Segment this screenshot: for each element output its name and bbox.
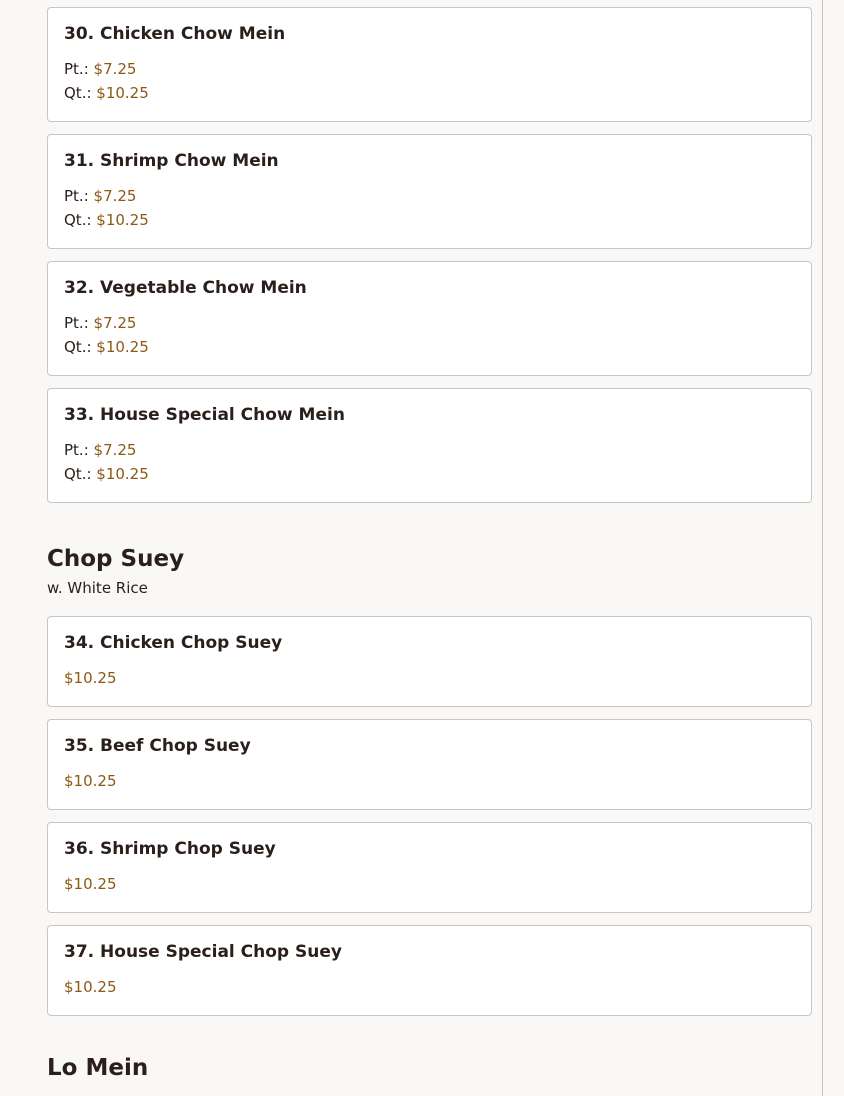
section-heading: Lo Mein [47,1055,149,1081]
menu-item-card[interactable] [47,7,812,122]
quart-price-line [64,81,795,105]
quart-label: Qt.: [64,84,97,102]
pint-price: $7.25 [93,60,137,78]
item-title: 37. House Special Chop Suey [64,942,342,962]
pint-price-line [64,438,795,462]
menu-page [47,7,812,1083]
menu-item-card[interactable] [47,822,812,913]
item-title: 31. Shrimp Chow Mein [64,151,279,171]
menu-item-card[interactable] [47,134,812,249]
section-chop-suey [47,544,812,598]
quart-label: Qt.: [64,211,97,229]
item-price: $10.25 [64,875,117,893]
quart-label: Qt.: [64,465,97,483]
pint-price-line [64,184,795,208]
pint-price: $7.25 [93,314,137,332]
item-price: $10.25 [64,669,117,687]
item-title: 33. House Special Chow Mein [64,405,345,425]
quart-label: Qt.: [64,338,97,356]
pint-price-line [64,57,795,81]
item-price: $10.25 [64,772,117,790]
pint-price: $7.25 [93,187,137,205]
menu-item-card[interactable] [47,388,812,503]
item-title: 32. Vegetable Chow Mein [64,278,307,298]
item-title: 36. Shrimp Chop Suey [64,839,276,859]
item-title: 35. Beef Chop Suey [64,736,251,756]
item-title: 30. Chicken Chow Mein [64,24,286,44]
page-edge-divider [822,0,823,1096]
item-price: $10.25 [64,978,117,996]
quart-price: $10.25 [96,465,149,483]
section-note: w. White Rice [47,579,148,597]
quart-price-line [64,462,795,486]
section-heading: Chop Suey [47,546,185,572]
quart-price: $10.25 [96,84,149,102]
price-line [64,769,795,793]
menu-item-card[interactable] [47,925,812,1016]
price-line [64,666,795,690]
pint-price-line [64,311,795,335]
quart-price-line [64,208,795,232]
item-title: 34. Chicken Chop Suey [64,633,283,653]
menu-item-card[interactable] [47,616,812,707]
price-line [64,975,795,999]
menu-item-card[interactable] [47,261,812,376]
pint-price: $7.25 [93,441,137,459]
menu-item-card[interactable] [47,719,812,810]
pint-label: Pt.: [64,187,94,205]
quart-price-line [64,335,795,359]
price-line [64,872,795,896]
quart-price: $10.25 [96,338,149,356]
pint-label: Pt.: [64,441,94,459]
quart-price: $10.25 [96,211,149,229]
pint-label: Pt.: [64,314,94,332]
section-lo-mein [47,1053,812,1083]
pint-label: Pt.: [64,60,94,78]
